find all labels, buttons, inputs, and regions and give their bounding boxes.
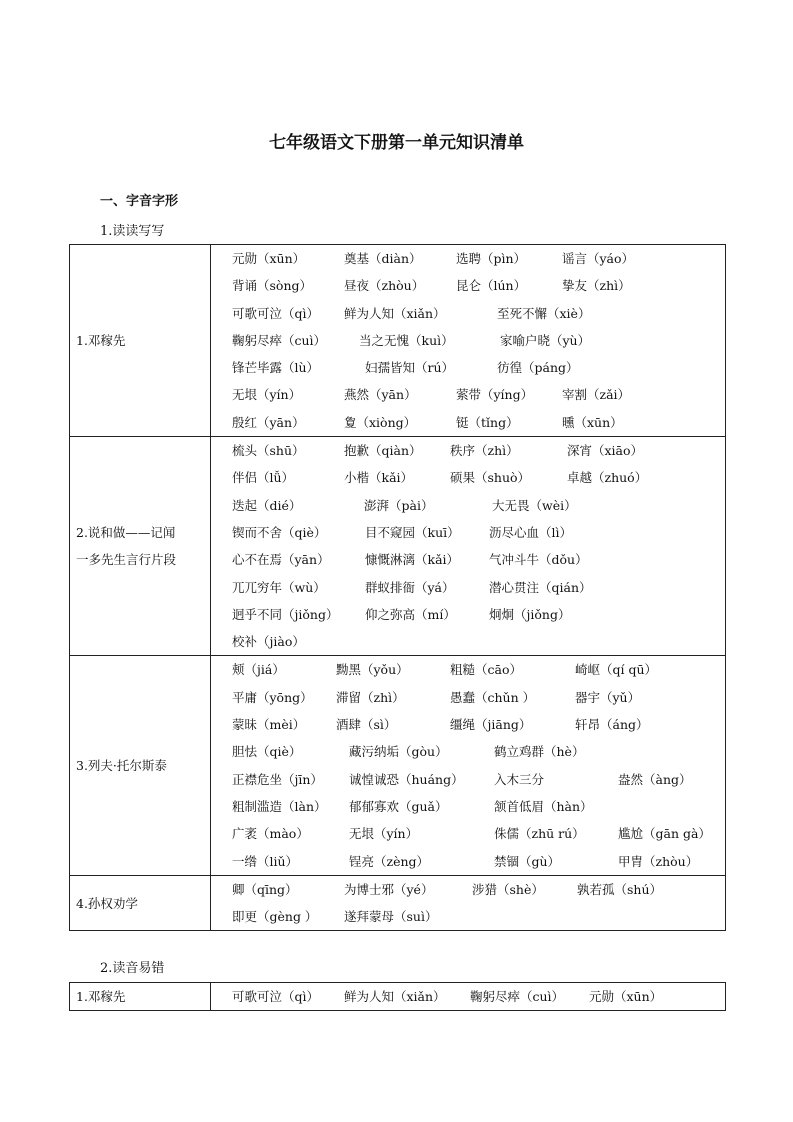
vocab-line: [232, 628, 725, 655]
vocab-word: 涉猎（shè）: [472, 881, 544, 897]
vocab-word: 深宵（xiāo）: [567, 443, 644, 459]
vocab-word: 秩序（zhì）: [450, 443, 519, 459]
vocab-word: 无垠（yín）: [232, 387, 302, 403]
vocab-word: 崎岖（qí qū）: [575, 662, 658, 678]
vocab-word: 鲜为人知（xiǎn）: [344, 305, 446, 321]
vocab-word: 至死不懈（xiè）: [497, 305, 591, 321]
vocab-word: 粗糙（cāo）: [450, 662, 522, 678]
vocab-line: [232, 464, 725, 491]
vocab-word: 慷慨淋漓（kǎi）: [365, 552, 460, 568]
vocab-word: 盎然（àng）: [618, 771, 692, 787]
vocab-line: [232, 272, 725, 299]
row-label: [70, 875, 211, 931]
pronunciation-table: [69, 982, 726, 1011]
vocab-word: 选聘（pìn）: [456, 251, 527, 266]
vocab-word: 粗制滥造（làn）: [232, 798, 327, 814]
pronunciation-line: [232, 983, 725, 1010]
vocab-word: 硕果（shuò）: [450, 470, 531, 486]
vocab-word: 胆怯（qiè）: [232, 744, 302, 760]
vocab-word: 遂拜蒙母（suì）: [344, 909, 438, 925]
vocab-word: 奠基（diàn）: [344, 251, 422, 266]
pronunciation-cell: [211, 983, 726, 1011]
vocab-line: [232, 300, 725, 327]
vocab-word: 家喻户晓（yù）: [500, 332, 591, 348]
vocab-line: [232, 354, 725, 381]
row-label-line: 4.孙权劝学: [76, 895, 138, 911]
vocab-word: 气冲斗牛（dǒu）: [489, 552, 588, 568]
vocab-word: 器宇（yǔ）: [575, 689, 641, 705]
vocab-word: 校补（jiào）: [232, 634, 305, 650]
vocab-line: [232, 327, 725, 354]
vocab-cell: [211, 656, 726, 875]
vocab-word: 正襟危坐（jīn）: [232, 771, 323, 787]
table-row: [70, 245, 726, 437]
vocab-line: [232, 546, 725, 573]
vocab-line: [232, 601, 725, 628]
vocab-word: 伴侣（lǚ）: [232, 470, 295, 486]
table-row: [70, 656, 726, 875]
row-label: [70, 437, 211, 656]
pronunciation-word: 鞠躬尽瘁（cuì）: [470, 989, 565, 1004]
vocab-word: 仰之弥高（mí）: [365, 606, 456, 622]
vocab-word: 颊（jiá）: [232, 662, 285, 678]
vocab-word: 卿（qīng）: [232, 881, 298, 897]
vocab-cell: [211, 437, 726, 656]
row-label-line: 3.列夫·托尔斯泰: [76, 758, 167, 774]
vocab-word: 黝黑（yǒu）: [336, 662, 409, 678]
vocab-word: 藏污纳垢（gòu）: [349, 744, 448, 760]
vocab-word: 目不窥园（kuī）: [365, 524, 460, 540]
vocab-word: 颔首低眉（hàn）: [494, 798, 593, 814]
vocab-line: [232, 381, 725, 408]
vocab-word: 当之无愧（kuì）: [359, 332, 454, 348]
row-label-line: 一多先生言行片段: [76, 552, 177, 568]
vocab-word: 大无畏（wèi）: [492, 497, 577, 513]
vocab-line: [232, 437, 725, 464]
vocab-word: 平庸（yōng）: [232, 689, 313, 705]
vocab-word: 梳头（shū）: [232, 443, 305, 459]
vocab-word: 缰绳（jiāng）: [450, 717, 532, 733]
vocab-word: 鞠躬尽瘁（cuì）: [232, 332, 327, 348]
vocab-word: 妇孺皆知（rú）: [365, 360, 455, 376]
vocab-word: 迥乎不同（jiǒng）: [232, 606, 339, 622]
vocab-line: [232, 848, 725, 875]
vocab-word: 侏儒（zhū rú）: [494, 826, 585, 842]
vocab-word: 铤（tǐng）: [456, 414, 519, 430]
vocab-word: 无垠（yín）: [349, 826, 419, 842]
vocab-line: [232, 738, 725, 765]
vocab-word: 为博士邪（yé）: [344, 881, 434, 897]
vocab-word: 可歌可泣（qì）: [232, 305, 319, 321]
vocab-word: 禁锢（gù）: [494, 853, 561, 869]
vocab-line: [232, 519, 725, 546]
vocab-word: 入木三分: [494, 771, 545, 787]
vocab-table: [69, 244, 726, 931]
vocab-word: 孰若孤（shú）: [577, 881, 663, 897]
vocab-word: 群蚁排衙（yá）: [365, 579, 455, 595]
pronunciation-word: 鲜为人知（xiǎn）: [344, 989, 446, 1004]
vocab-word: 愚蠢（chǔn ）: [450, 689, 536, 705]
vocab-word: 锃亮（zèng）: [349, 853, 430, 869]
vocab-word: 夐（xiòng）: [344, 414, 417, 430]
subsection-heading-read-write: 1.读读写写: [100, 224, 165, 239]
vocab-word: 抱歉（qiàn）: [344, 443, 422, 459]
vocab-word: 炯炯（jiǒng）: [489, 606, 571, 622]
row-label: [70, 656, 211, 875]
vocab-line: [232, 903, 725, 930]
vocab-line: [232, 574, 725, 601]
vocab-word: 甲胄（zhòu）: [618, 853, 699, 869]
row-label: [70, 245, 211, 437]
vocab-word: 昼夜（zhòu）: [344, 278, 425, 294]
vocab-cell: [211, 245, 726, 437]
vocab-word: 卓越（zhuó）: [567, 470, 648, 486]
vocab-word: 萦带（yíng）: [456, 387, 534, 403]
vocab-word: 兀兀穷年（wù）: [232, 579, 326, 595]
table-row: [70, 437, 726, 656]
vocab-word: 轩昂（áng）: [575, 717, 649, 733]
vocab-word: 背诵（sòng）: [232, 278, 312, 294]
vocab-word: 诚惶诚恐（huáng）: [349, 771, 464, 787]
vocab-word: 即更（gèng ）: [232, 909, 318, 925]
vocab-line: [232, 656, 725, 683]
subsection-heading-pronunciation: 2.读音易错: [100, 961, 165, 976]
row-label-line: 2.说和做——记闻: [76, 525, 176, 541]
vocab-word: 迭起（dié）: [232, 497, 302, 513]
page-title: 七年级语文下册第一单元知识清单: [269, 133, 524, 153]
vocab-word: 鹤立鸡群（hè）: [494, 744, 585, 760]
vocab-word: 小楷（kǎi）: [344, 470, 414, 486]
vocab-word: 澎湃（pài）: [364, 497, 434, 513]
vocab-line: [232, 766, 725, 793]
vocab-word: 广袤（mào）: [232, 826, 309, 842]
row-label-line: 1.邓稼先: [76, 333, 126, 349]
vocab-line: [232, 492, 725, 519]
pronunciation-word: 元勋（xūn）: [589, 989, 663, 1004]
section-heading: 一、字音字形: [100, 194, 179, 209]
vocab-word: 酒肆（sì）: [336, 717, 397, 733]
row-label: 1.邓稼先: [70, 983, 211, 1011]
vocab-word: 心不在焉（yān）: [232, 552, 330, 568]
vocab-word: 一绺（liǔ）: [232, 853, 299, 869]
vocab-line: [232, 409, 725, 436]
vocab-word: 昆仑（lún）: [456, 278, 527, 294]
vocab-word: 锋芒毕露（lù）: [232, 360, 320, 376]
vocab-line: [232, 876, 725, 903]
vocab-word: 燕然（yān）: [344, 387, 417, 403]
vocab-line: [232, 793, 725, 820]
vocab-word: 潜心贯注（qián）: [489, 579, 592, 595]
vocab-word: 滞留（zhì）: [336, 689, 405, 705]
vocab-cell: [211, 875, 726, 931]
vocab-word: 曛（xūn）: [562, 414, 623, 430]
vocab-line: [232, 820, 725, 847]
vocab-word: 彷徨（páng）: [497, 360, 579, 376]
vocab-word: 宰割（zǎi）: [562, 387, 631, 403]
vocab-line: [232, 711, 725, 738]
table-row: [70, 983, 726, 1011]
vocab-word: 元勋（xūn）: [232, 251, 306, 266]
table-row: [70, 875, 726, 931]
vocab-word: 锲而不舍（qiè）: [232, 524, 327, 540]
vocab-word: 尴尬（gān gà）: [618, 826, 711, 842]
vocab-word: 殷红（yān）: [232, 414, 305, 430]
pronunciation-word: 可歌可泣（qì）: [232, 989, 319, 1004]
vocab-word: 郁郁寡欢（guǎ）: [349, 798, 448, 814]
vocab-line: [232, 245, 725, 272]
vocab-word: 谣言（yáo）: [562, 251, 635, 266]
vocab-line: [232, 684, 725, 711]
vocab-word: 沥尽心血（lì）: [489, 524, 572, 540]
vocab-word: 挚友（zhì）: [562, 278, 631, 294]
vocab-word: 蒙昧（mèi）: [232, 717, 306, 733]
